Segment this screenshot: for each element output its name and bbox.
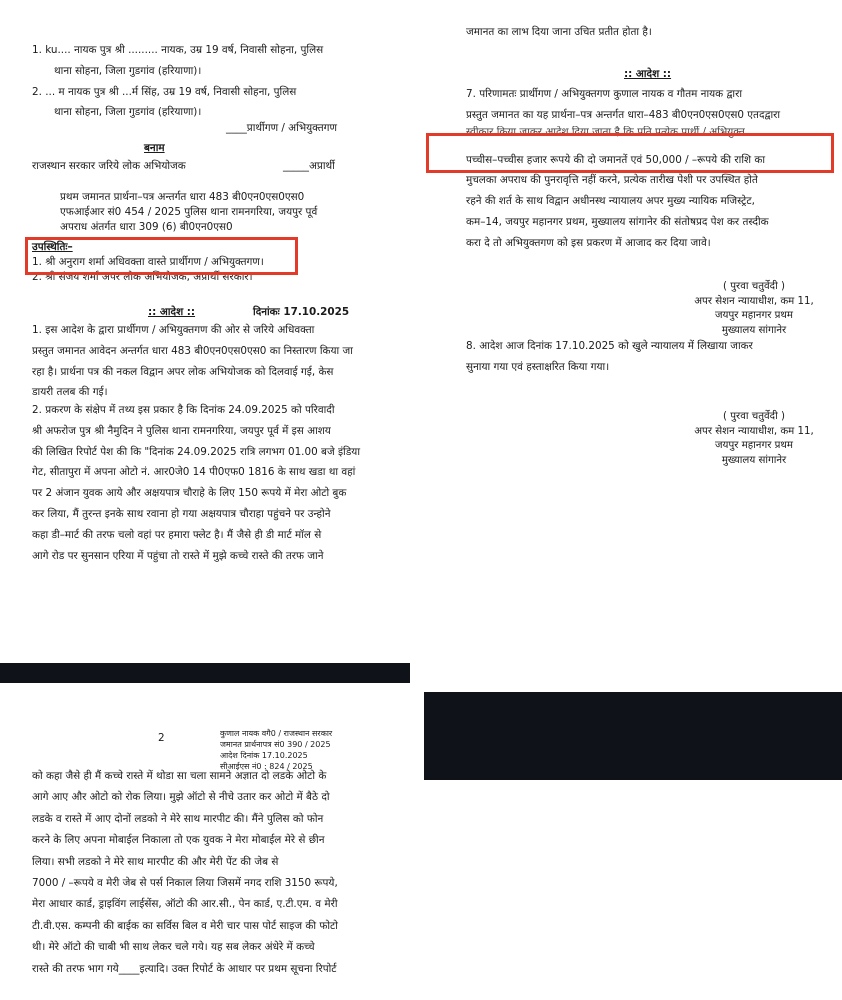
continued-top-line: जमानत का लाभ दिया जाना उचित प्रतीत होता है। bbox=[466, 26, 652, 38]
accused-2-line2: थाना सोहना, जिला गुडगांव (हरियाणा)। bbox=[54, 106, 202, 119]
order-heading: :: आदेश :: bbox=[148, 306, 196, 318]
header-line: जमानत प्रार्थनापत्र सं0 390 / 2025 bbox=[220, 740, 331, 749]
judge-name: ( पुरवा चतुर्वेदी ) bbox=[723, 281, 785, 292]
case-line-3: अपराध अंतर्गत धारा 309 (6) बी0एन0एस0 bbox=[60, 221, 233, 233]
page2-line: करने के लिए अपना मोबाईल निकाला तो एक युवक ने मेरा मोबाईल मेरे से छीन bbox=[32, 834, 325, 847]
highlight-box-presence bbox=[25, 237, 298, 275]
page2-line: टी.वी.एस. कम्पनी की बाईक का सर्विस बिल व मेरी चार पास पोर्ट साइज की फोटो bbox=[32, 919, 338, 932]
page2-line: रास्ते की तरफ भाग गये____इत्यादि। उक्त रिपोर्ट के आधार पर प्रथम सूचना रिपोर्ट bbox=[32, 962, 337, 975]
accused-2-line1: 2. ... म नायक पुत्र श्री ...र्म सिंह, उम्र 19 वर्ष, निवासी सोहना, पुलिस bbox=[32, 85, 297, 98]
para2-line: गेट, सीतापुरा में अपना ओटो नं. आर0जे0 14 पी0एफ0 1816 के साथ खडा था वहां bbox=[32, 466, 356, 479]
court-headquarters: मुख्यालय सांगानेर bbox=[721, 324, 787, 336]
presence-heading: उपस्थितिः– bbox=[32, 241, 73, 253]
para7-line: प्रस्तुत जमानत का यह प्रार्थना–पत्र अन्तर्गत धारा–483 बी0एन0एस0एस0 एतदद्वारा bbox=[466, 108, 781, 121]
para2-line: कहा डी–मार्ट की तरफ चलो वहां पर हमारा फ्लेट है। मैं जैसे ही डी मार्ट मॉल से bbox=[32, 528, 322, 541]
para1-line: डायरी तलब की गई। bbox=[32, 386, 108, 399]
page2-line: लिया। सभी लडको ने मेरे साथ मारपीट की और मेरी पेंट की जेब से bbox=[32, 855, 279, 868]
page2-line: को कहा जैसे ही मैं कच्चे रास्ते में थोडा सा चला सामने अज्ञात दो लडके ओटो के bbox=[32, 770, 327, 782]
respondent-label: _____अप्रार्थी bbox=[283, 160, 335, 172]
para1-line: प्रस्तुत जमानत आवेदन अन्तर्गत धारा 483 बी0एन0एस0एस0 का निस्तारण किया जा bbox=[32, 344, 353, 357]
order-heading-2: :: आदेश :: bbox=[624, 68, 672, 80]
header-line: आदेश दिनांक 17.10.2025 bbox=[220, 751, 308, 760]
para2-line: कर लिया, मैं तुरन्त इनके साथ रवाना हो गया अक्षयपात्र चौराहा पहुंचने पर उन्होने bbox=[32, 507, 331, 520]
header-line: कुणाल नायक वगै0 / राजस्थान सरकार bbox=[220, 729, 333, 738]
court-headquarters: मुख्यालय सांगानेर bbox=[721, 454, 787, 466]
court-location: जयपुर महानगर प्रथम bbox=[715, 440, 793, 451]
judge-designation: अपर सेशन न्यायाधीश, कम 11, bbox=[694, 425, 814, 437]
paragraph-2 bbox=[32, 400, 361, 566]
para7-line: कम–14, जयपुर महानगर प्रथम, मुख्यालय सांगानेर की संतोषप्रद पेश कर तस्दीक bbox=[466, 215, 769, 228]
page2-line: मेरा आधार कार्ड, ड्राइविंग लाईसेंस, ऑटो की आर.सी., पेन कार्ड, ए.टी.एम. व मेरी bbox=[32, 898, 338, 911]
para7-line: स्वीकार किया जाकर आदेश दिया जाता है कि प्रति प्रत्येक प्रार्थी / अभियुक्त bbox=[466, 125, 745, 138]
para2-line: आगे रोड पर सुनसान एरिया में पहुंचा तो रास्ते में मुझे कच्चे रास्ते की तरफ जाने bbox=[32, 549, 324, 562]
accused-list bbox=[32, 40, 354, 123]
document-page-2 bbox=[0, 686, 410, 1000]
para2-line: की लिखित रिपोर्ट पेश की कि "दिनांक 24.09.2025 रात्रि लगभग 01.00 बजे इंडिया bbox=[32, 445, 361, 458]
versus-heading: बनाम bbox=[144, 142, 165, 154]
document-page-1 bbox=[0, 0, 410, 660]
page2-line: आगे आए और ओटो को रोक लिया। मुझे ऑटो से नीचे उतार कर ओटो में बैठे दो bbox=[32, 791, 330, 804]
document-page-continuation bbox=[424, 0, 842, 690]
accused-1-line2: थाना सोहना, जिला गुडगांव (हरियाणा)। bbox=[54, 64, 202, 77]
para7-line: रहने की शर्त के साथ विद्वान अधीनस्थ न्यायालय अपर मुख्य न्यायिक मजिस्ट्रेट, bbox=[466, 195, 755, 208]
black-bar-left bbox=[0, 663, 410, 683]
case-line-1: प्रथम जमानत प्रार्थना–पत्र अन्तर्गत धारा 483 बी0एन0एस0एस0 bbox=[60, 191, 305, 203]
presence-1: 1. श्री अनुराग शर्मा अधिवक्ता वास्ते प्रार्थीगण / अभियुक्तगण। bbox=[32, 256, 264, 268]
para8-line: 8. आदेश आज दिनांक 17.10.2025 को खुले न्यायालय में लिखाया जाकर bbox=[466, 340, 753, 352]
accused-1-line1: 1. ku.... नायक पुत्र श्री ......... नायक, उम्र 19 वर्ष, निवासी सोहना, पुलिस bbox=[32, 44, 324, 56]
para1-line: रहा है। प्रार्थना पत्र की नकल विद्वान अपर लोक अभियोजक को दिलवाई गई, केस bbox=[32, 365, 334, 378]
para2-line: श्री अफरोज पुत्र श्री नैमुदिन ने पुलिस थाना रामनगरिया, जयपुर पूर्व में इस आशय bbox=[32, 424, 331, 437]
court-location: जयपुर महानगर प्रथम bbox=[715, 310, 793, 321]
para7-line: 7. परिणामतः प्रार्थीगण / अभियुक्तगण कुणाल नायक व गौतम नायक द्वारा bbox=[466, 88, 743, 100]
header-line: सीआईएस नं0 : 824 / 2025 bbox=[220, 762, 313, 771]
para8-line: सुनाया गया एवं हस्ताक्षरित किया गया। bbox=[466, 360, 610, 373]
para1-line: 1. इस आदेश के द्वारा प्रार्थीगण / अभियुक्तगण की ओर से जरिये अधिवक्ता bbox=[32, 324, 315, 336]
page-number: 2 bbox=[158, 732, 165, 744]
page2-line: लडके व रास्ते में आए दोनों लडको ने मेरे साथ मारपीट की। मैंने पुलिस को फोन bbox=[32, 812, 324, 825]
para7-line: करा दे तो अभियुक्तगण को इस प्रकरण में आजाद कर दिया जावे। bbox=[466, 236, 711, 249]
para2-line: पर 2 अंजान युवक आये और अक्षयपात्र चौराहे के लिए 150 रूपये में मेरा ओटो बुक bbox=[32, 487, 347, 500]
state-party: राजस्थान सरकार जरिये लोक अभियोजक bbox=[32, 160, 186, 172]
highlight-box-surety bbox=[426, 133, 834, 173]
case-line-2: एफआईआर सं0 454 / 2025 पुलिस थाना रामनगरिया, जयपुर पूर्व bbox=[60, 206, 318, 218]
para7-line-highlighted: पच्चीस–पच्चीस हजार रूपये की दो जमानतें एवं 50,000 / –रूपये की राशि का bbox=[466, 153, 766, 166]
page2-line: 7000 / –रूपये व मेरी जेब से पर्स निकाल लिया जिसमें नगद राशि 3150 रूपये, bbox=[32, 877, 338, 890]
signature-block-2 bbox=[664, 410, 842, 468]
judge-designation: अपर सेशन न्यायाधीश, कम 11, bbox=[694, 295, 814, 307]
petitioner-label: ____प्रार्थीगण / अभियुक्तगण bbox=[226, 122, 337, 134]
case-details bbox=[60, 190, 350, 235]
order-date: दिनांकः 17.10.2025 bbox=[253, 306, 350, 318]
para2-line: 2. प्रकरण के संक्षेप में तथ्य इस प्रकार है कि दिनांक 24.09.2025 को परिवादी bbox=[32, 404, 335, 416]
black-bar-right bbox=[424, 692, 842, 780]
para7-line: मुचलका अपराध की पुनरावृत्ति नहीं करने, प्रत्येक तारीख पेशी पर उपस्थित होते bbox=[466, 174, 758, 187]
paragraph-8 bbox=[466, 336, 826, 378]
paragraph-1 bbox=[32, 320, 358, 403]
presence-2: 2. श्री संजय शर्मा अपर लोक अभियोजक, अप्रार्थी सरकार। bbox=[32, 271, 253, 283]
page2-line: थी। मेरे ऑटो की चाबी भी साथ लेकर चले गये। यह सब लेकर अंधेरे में कच्चे bbox=[32, 941, 315, 954]
paragraph-2-continued bbox=[32, 766, 358, 980]
signature-block-1 bbox=[664, 280, 842, 338]
judge-name: ( पुरवा चतुर्वेदी ) bbox=[723, 411, 785, 422]
